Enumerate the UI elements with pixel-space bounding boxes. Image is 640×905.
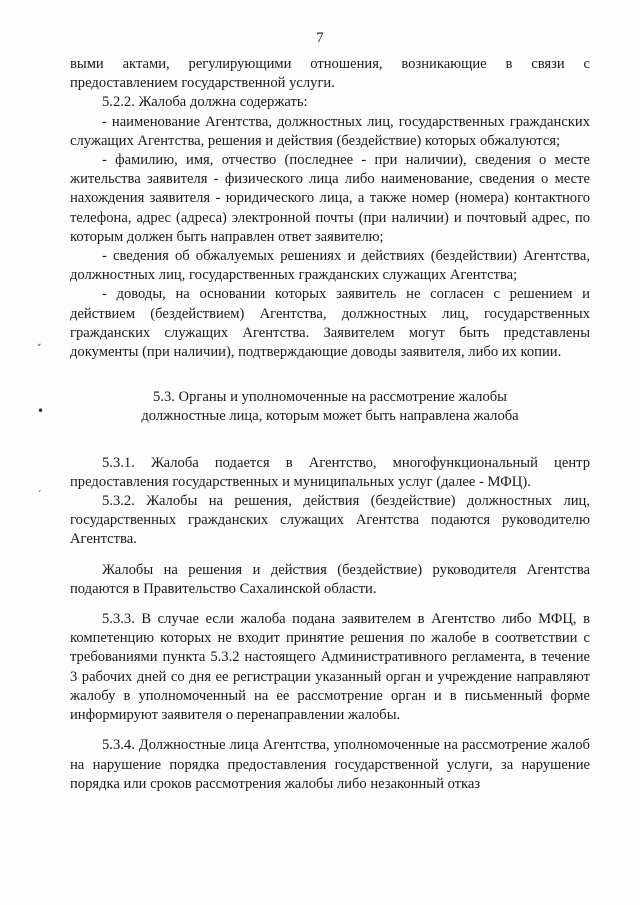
section-heading-line: 5.3. Органы и уполномоченные на рассмотрение жалобы xyxy=(153,389,507,406)
paragraph-continuation: выми актами, регулирующими отношения, возникающие в связи с предоставлением государственной услуги. xyxy=(70,56,590,92)
paragraph: Жалобы на решения и действия (бездействие) руководителя Агентства подаются в Правительство Сахалинской области. xyxy=(70,561,590,597)
document-body xyxy=(70,55,590,794)
paragraph-5-3-3: 5.3.3. В случае если жалоба подана заявителем в Агентство либо МФЦ, в компетенцию которых не входит принятие решения по жалобе в соответствии с требованиями пункта 5.3.2 настоящего Административного регламента, в течение 3 рабочих дней со дня ее регистрации указанный орган и учреждение направляют жалобу в уполномоченный на ее рассмотрение орган и в письменный форме информируют заявителя о перенаправлении жалобы. xyxy=(70,611,590,724)
list-item: - фамилию, имя, отчество (последнее - при наличии), сведения о месте жительства заявителя - физического лица либо наименование, сведения о месте нахождения заявителя - юридического лица, а также номер (номера) контактного телефона, адрес (адреса) электронной почты (при наличии) и почтовый адрес, по которым должен быть направлен ответ заявителю; xyxy=(70,152,590,245)
paragraph-5-3-2: 5.3.2. Жалобы на решения, действия (бездействие) должностных лиц, государственных гражданских служащих Агентства подаются руководителю Агентства. xyxy=(70,493,590,548)
section-heading-line: должностные лица, которым может быть направлена жалоба xyxy=(141,408,519,425)
list-item: - доводы, на основании которых заявитель не согласен с решением и действием (бездействием) Агентства, должностных лиц, государственных гражданских служащих Агентства. Заявителем могут быть представлены документы (при наличии), подтверждающие доводы заявителя, либо их копии. xyxy=(70,286,590,361)
section-heading xyxy=(70,388,590,426)
page-number: 7 xyxy=(316,30,324,46)
paragraph-5-3-4: 5.3.4. Должностные лица Агентства, уполномоченные на рассмотрение жалоб на нарушение порядка предоставления государственной услуги, за нарушение порядка или сроков рассмотрения жалобы либо незаконный отказ xyxy=(70,737,590,792)
scan-mark: ˅ xyxy=(37,344,42,354)
list-item: - наименование Агентства, должностных лиц, государственных гражданских служащих Агентства, решения и действия (бездействие) которых обжалуются; xyxy=(70,113,590,149)
list-item: - сведения об обжалуемых решениях и действиях (бездействии) Агентства, должностных лиц, государственных гражданских служащих Агентства; xyxy=(70,248,590,284)
paragraph-5-3-1: 5.3.1. Жалоба подается в Агентство, многофункциональный центр предоставления государственных и муниципальных услуг (далее - МФЦ). xyxy=(70,454,590,490)
scan-mark: ˏ xyxy=(37,483,42,493)
scan-mark: • xyxy=(37,404,45,418)
paragraph-5-2-2: 5.2.2. Жалоба должна содержать: xyxy=(102,94,308,111)
